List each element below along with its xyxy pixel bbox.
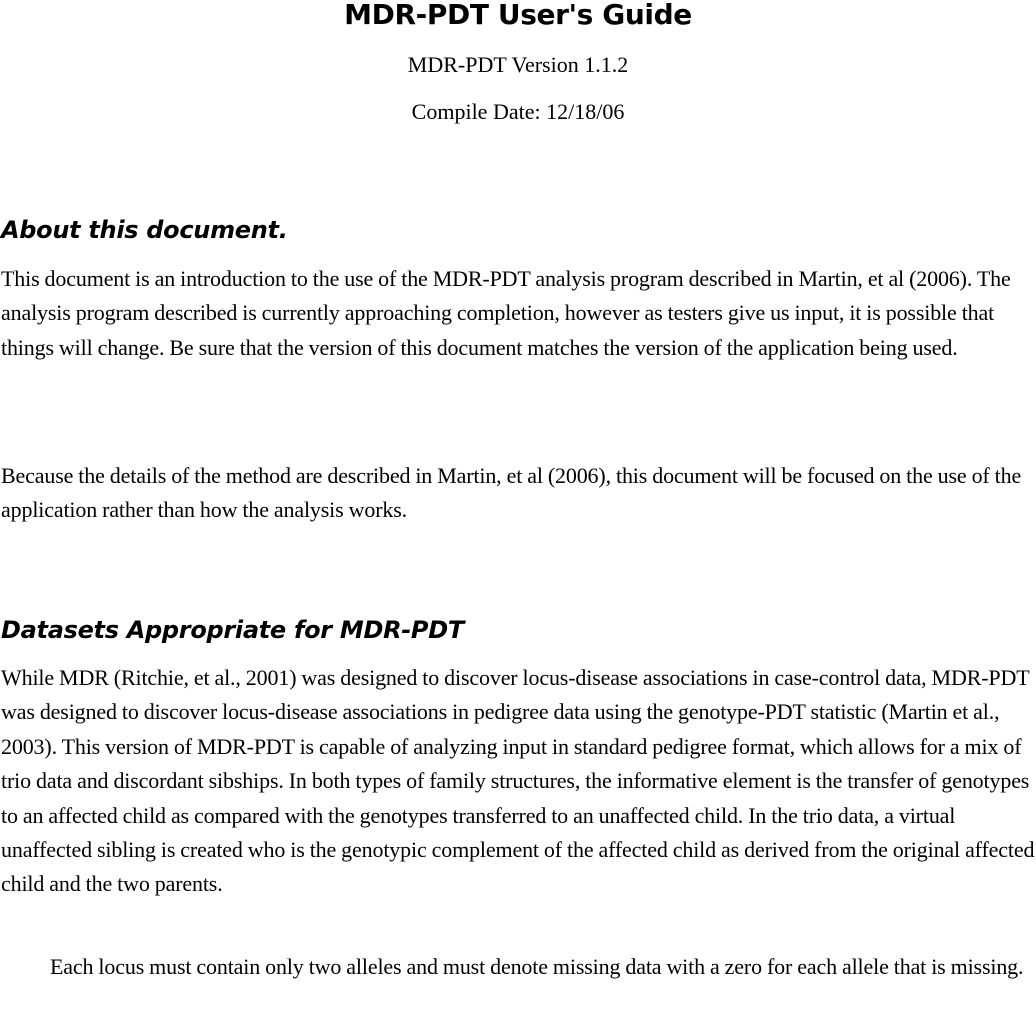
about-paragraph-intro: This document is an introduction to the use of the MDR-PDT analysis program described in Martin, et al (2006). The analysis program described is currently approaching completion, however as testers give us input, it is possible that things will change. Be sure that the version of this document matches the version of the application being used. [1,266,1011,360]
document-title: MDR-PDT User's Guide [344,0,692,31]
datasets-paragraph-overview: While MDR (Ritchie, et al., 2001) was designed to discover locus-disease associations in case-control data, MDR-PDT was designed to discover locus-disease associations in pedigree data using the genotype-PDT statistic (Martin et al., 2003). This version of MDR-PDT is capable of analyzing input in standard pedigree format, which allows for a mix of trio data and discordant sibships. In both types of family structures, the informative element is the transfer of genotypes to an affected child as compared with the genotypes transferred to an unaffected child. In the trio data, a virtual unaffected sibling is created who is the genotypic complement of the affected child as derived from the original affected child and the two parents. [1,665,1035,897]
compile-date-line: Compile Date: 12/18/06 [411,99,625,124]
version-line: MDR-PDT Version 1.1.2 [407,52,629,77]
section-heading-datasets: Datasets Appropriate for MDR-PDT [1,616,464,644]
about-paragraph-focus: Because the details of the method are described in Martin, et al (2006), this document will be focused on the use of the application rather than how the analysis works. [1,463,1022,523]
datasets-paragraph-alleles: Each locus must contain only two alleles and must denote missing data with a zero for each allele that is missing. [50,954,1024,979]
section-heading-about: About this document. [1,216,288,244]
